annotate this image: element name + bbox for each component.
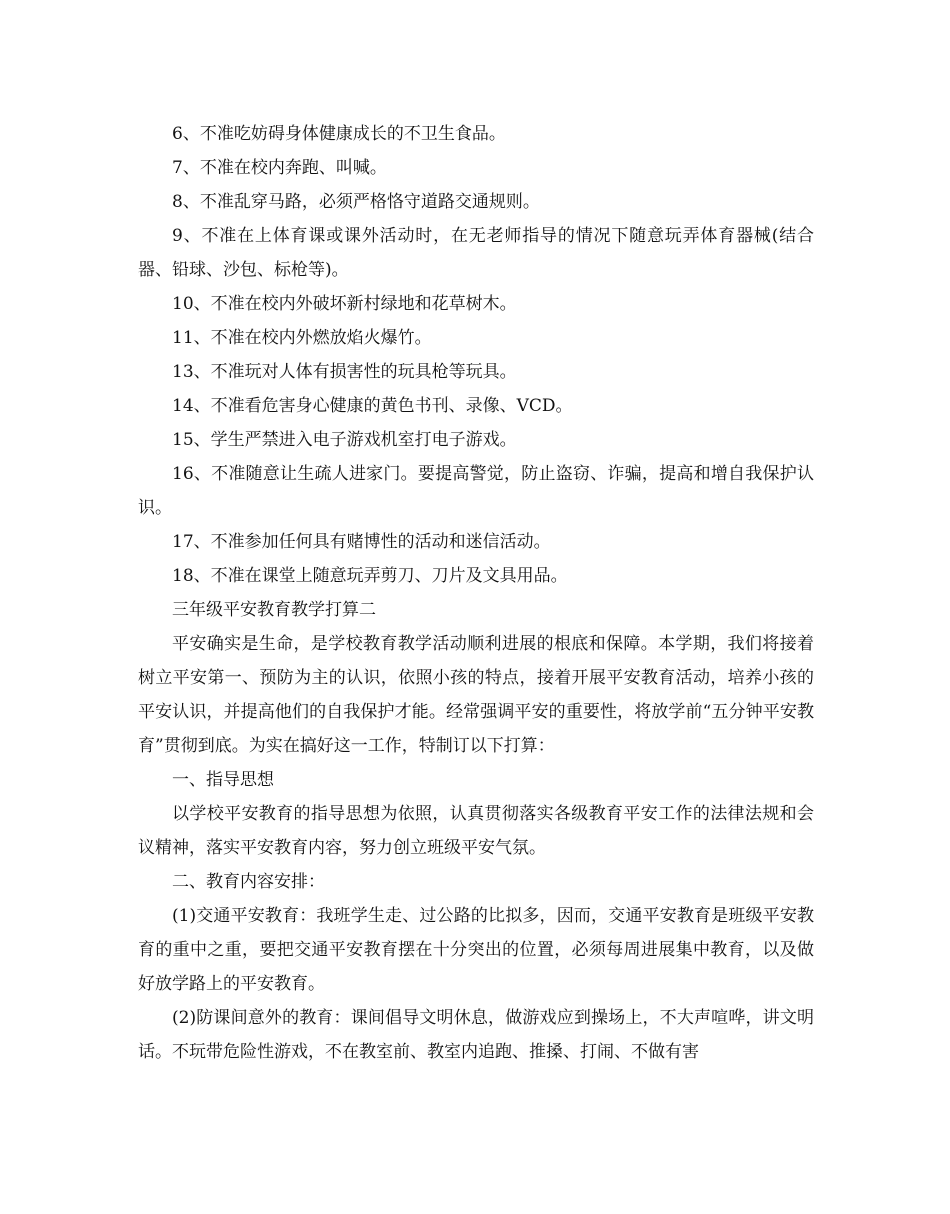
heading-content-arrangement: 二、教育内容安排： — [172, 872, 325, 892]
paragraph-rule-15: 15、学生严禁进入电子游戏机室打电子游戏。 — [172, 430, 517, 450]
paragraph-rule-17: 17、不准参加任何具有赌博性的活动和迷信活动。 — [172, 532, 551, 552]
paragraph-rule-13: 13、不准玩对人体有损害性的玩具枪等玩具。 — [172, 362, 517, 382]
paragraph-rule-7: 7、不准在校内奔跑、叫喊。 — [172, 158, 387, 178]
paragraph-guiding-ideology: 以学校平安教育的指导思想为依照，认真贯彻落实各级教育平安工作的法律法规和会议精神，落实平安教育内容，努力创立班级平安气氛。 — [138, 804, 814, 858]
paragraph-rule-8: 8、不准乱穿马路，必须严格恪守道路交通规则。 — [172, 192, 540, 212]
paragraph-intro: 平安确实是生命，是学校教育教学活动顺利进展的根底和保障。本学期，我们将接着树立平安第一、预防为主的认识，依照小孩的特点，接着开展平安教育活动，培养小孩的平安认识，并提高他们的自我保护才能。经常强调平安的重要性，将放学前“五分钟平安教育”贯彻到底。为实在搞好这一工作，特制订以下打算： — [138, 634, 814, 756]
document-body — [138, 117, 814, 1069]
paragraph-rule-11: 11、不准在校内外燃放焰火爆竹。 — [172, 328, 432, 348]
section-heading-plan-two: 三年级平安教育教学打算二 — [172, 600, 376, 620]
paragraph-rule-18: 18、不准在课堂上随意玩弄剪刀、刀片及文具用品。 — [172, 566, 568, 586]
paragraph-recess-safety: (2)防课间意外的教育：课间倡导文明休息，做游戏应到操场上，不大声喧哗，讲文明话。不玩带危险性游戏，不在教室前、教室内追跑、推搡、打闹、不做有害 — [138, 1008, 814, 1062]
paragraph-rule-16: 16、不准随意让生疏人进家门。要提高警觉，防止盗窃、诈骗，提高和增自我保护认识。 — [138, 464, 814, 518]
paragraph-rule-9: 9、不准在上体育课或课外活动时，在无老师指导的情况下随意玩弄体育器械(结合器、铅球、沙包、标枪等)。 — [138, 226, 814, 280]
paragraph-rule-10: 10、不准在校内外破坏新村绿地和花草树木。 — [172, 294, 517, 314]
paragraph-traffic-safety: (1)交通平安教育：我班学生走、过公路的比拟多，因而，交通平安教育是班级平安教育的重中之重，要把交通平安教育摆在十分突出的位置，必须每周进展集中教育，以及做好放学路上的平安教育。 — [138, 906, 814, 994]
paragraph-rule-14: 14、不准看危害身心健康的黄色书刊、录像、VCD。 — [172, 396, 573, 416]
heading-guiding-ideology: 一、指导思想 — [172, 770, 274, 790]
paragraph-rule-6: 6、不准吃妨碍身体健康成长的不卫生食品。 — [172, 124, 506, 144]
